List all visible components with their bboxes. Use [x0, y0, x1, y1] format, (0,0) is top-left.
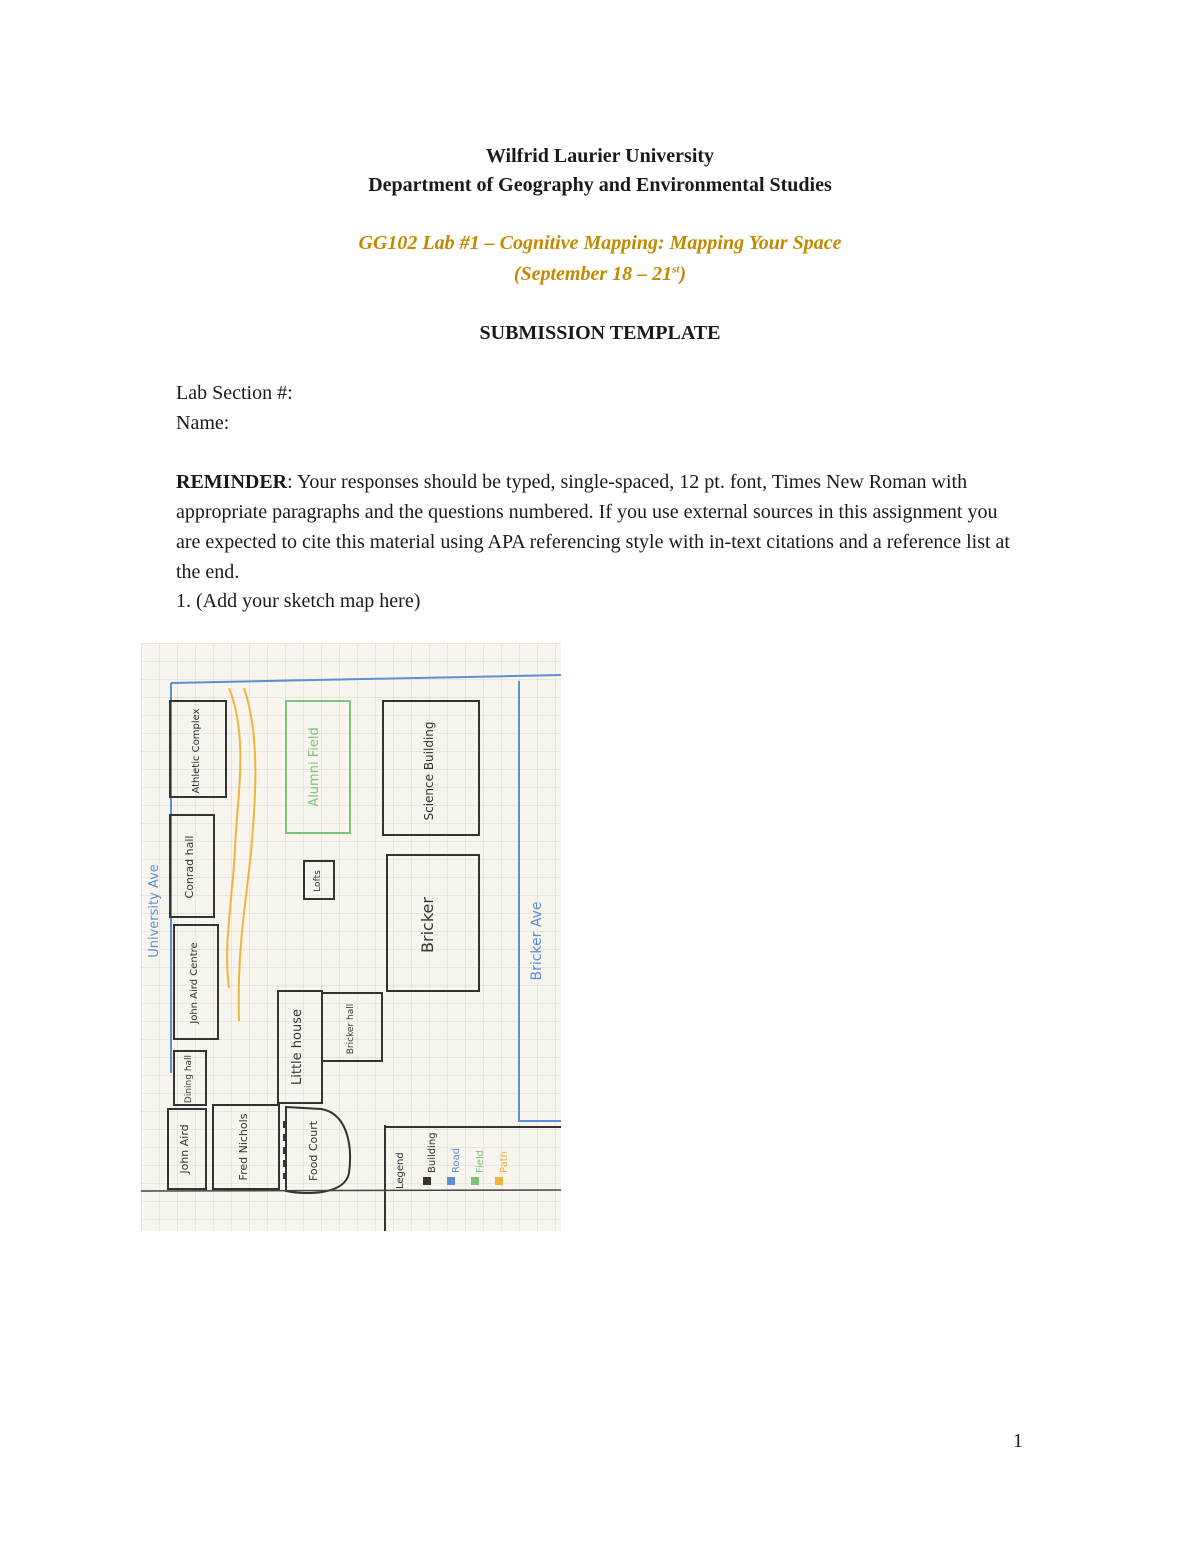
lab-date-suffix: st [672, 263, 680, 276]
sketch-map-svg [141, 643, 561, 1231]
legend-field-swatch [471, 1177, 479, 1185]
lofts-label: Lofts [313, 870, 323, 892]
lab-date-main: (September 18 – 21 [513, 263, 673, 285]
bricker-ave-label: Bricker Ave [529, 901, 545, 981]
university-name: Wilfrid Laurier University [485, 145, 715, 167]
page-number: 1 [1013, 1430, 1023, 1452]
name-field: Name: [176, 412, 230, 434]
john-aird-label: John Aird [178, 1124, 191, 1174]
legend-building-swatch [423, 1177, 431, 1185]
legend-title: Legend [395, 1152, 406, 1189]
lab-title: GG102 Lab #1 – Cognitive Mapping: Mapping Your Space [358, 232, 842, 254]
athletic-complex-label: Athletic Complex [191, 708, 202, 794]
sketch-map-image [141, 643, 561, 1231]
legend-field-label: Field [475, 1149, 486, 1173]
legend-path-label: Path [499, 1151, 510, 1173]
alumni-field-label: Alumni Field [307, 727, 322, 807]
lab-date [0, 263, 1200, 286]
bricker-hall-label: Bricker hall [346, 1003, 356, 1055]
dining-hall-label: Dining hall [184, 1054, 194, 1104]
legend-building-label: Building [427, 1132, 438, 1173]
department-name: Department of Geography and Environmental Studies [368, 174, 832, 196]
reminder-paragraph [176, 467, 1016, 587]
legend-path-swatch [495, 1177, 503, 1185]
bottom-edge-line [141, 1190, 561, 1191]
submission-heading: SUBMISSION TEMPLATE [479, 322, 721, 344]
fred-nichols-label: Fred Nichols [237, 1113, 250, 1181]
university-ave-label: University Ave [147, 864, 162, 958]
question-1: 1. (Add your sketch map here) [176, 590, 421, 612]
lab-section-field: Lab Section #: [176, 382, 293, 404]
science-building-label: Science Building [422, 721, 436, 821]
conrad-hall-label: Conrad hall [183, 835, 196, 899]
little-house-label: Little house [290, 1009, 305, 1085]
legend-road-label: Road [451, 1147, 462, 1173]
reminder-text: : Your responses should be typed, single-spaced, 12 pt. font, Times New Roman with appropriate paragraphs and the questions numbered. If you use external sources in this assignment you are expected to cite this material using APA referencing style with in-text citations and a reference list at the end. [176, 471, 1010, 583]
food-court-label: Food Court [307, 1120, 320, 1182]
lab-date-end: ) [679, 263, 687, 285]
legend-road-swatch [447, 1177, 455, 1185]
reminder-label: REMINDER [176, 471, 288, 493]
john-aird-centre-label: John Aird Centre [189, 942, 200, 1024]
bricker-label: Bricker [418, 897, 437, 953]
